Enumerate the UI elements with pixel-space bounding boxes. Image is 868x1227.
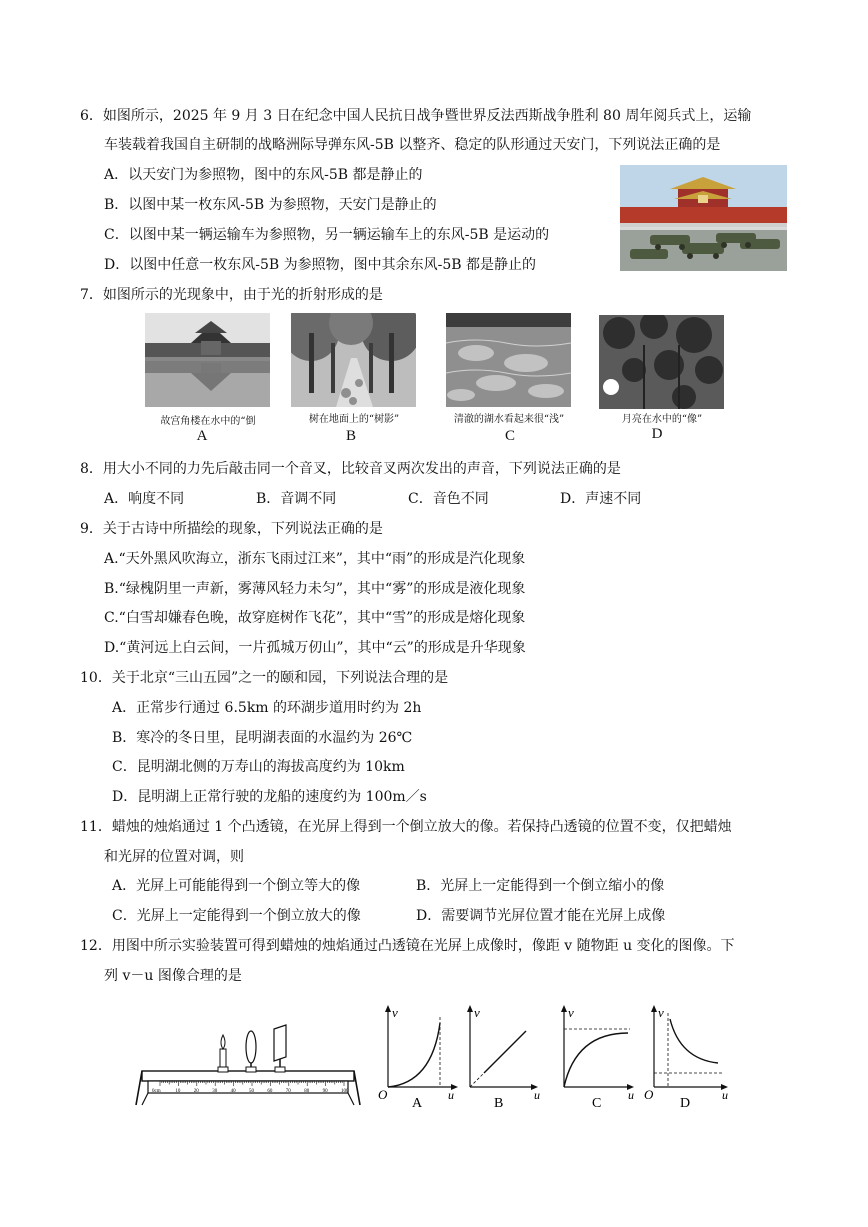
bench-leg-right <box>354 1071 360 1105</box>
ruler-tick-label: 40 <box>230 1089 236 1094</box>
q10-option-a: A．正常步行通过 6.5km 的环湖步道用时约为 2h <box>112 700 422 716</box>
q8-option-a: A．响度不同 <box>104 491 185 507</box>
q9-stem: 9．关于古诗中所描绘的现象，下列说法正确的是 <box>80 521 383 537</box>
q11-stem-line1: 11．蜡烛的烛焰通过 1 个凸透镜，在光屏上得到一个倒立放大的像。若保持凸透镜的位置不变，仅把蜡烛 <box>80 819 732 835</box>
q12-stem-line1: 12．用图中所示实验装置可得到蜡烛的烛焰通过凸透镜在光屏上成像时，像距 v 随物距 u 变化的图像。下 <box>80 938 735 954</box>
bench-leg-left <box>136 1071 142 1105</box>
q11-option-d: D．需要调节光屏位置才能在光屏上成像 <box>416 908 666 924</box>
q11-stem-line2: 和光屏的位置对调，则 <box>104 849 244 865</box>
q8-stem: 8．用大小不同的力先后敲击同一个音叉，比较音叉两次发出的声音，下列说法正确的是 <box>80 461 621 477</box>
q6-option-d: D．以图中任意一枚东风-5B 为参照物，图中其余东风-5B 都是静止的 <box>104 257 536 273</box>
graph-b-letter: B <box>494 1096 504 1108</box>
graph-a-u-label: u <box>448 1088 454 1102</box>
graph-c-v-label: v <box>568 1005 574 1020</box>
q7-image-b-tree-shadow <box>291 313 416 407</box>
ruler-tick-label: 30 <box>212 1089 218 1094</box>
q8-option-b: B．音调不同 <box>256 491 337 507</box>
vu-graph-b <box>458 1003 558 1108</box>
graph-d-letter: D <box>680 1096 691 1108</box>
graph-d-u-label: u <box>722 1088 728 1102</box>
q11-option-a: A．光屏上可能能得到一个倒立等大的像 <box>112 878 361 894</box>
vu-graph-c <box>548 1003 648 1108</box>
q6-option-c: C．以图中某一辆运输车为参照物，另一辆运输车上的东风-5B 是运动的 <box>104 227 550 243</box>
convex-lens <box>246 1031 256 1063</box>
ruler-tick-label: 100 <box>341 1089 349 1094</box>
q11-option-b: B．光屏上一定能得到一个倒立缩小的像 <box>416 878 665 894</box>
q9-option-b: B.“绿槐阴里一声新，雾薄风轻力未匀”，其中“雾”的形成是液化现象 <box>104 581 526 597</box>
vu-graph-d <box>640 1003 740 1108</box>
q7-image-a-corner-tower <box>145 313 270 407</box>
q6-option-a: A．以天安门为参照物，图中的东风-5B 都是静止的 <box>104 167 423 183</box>
q12-stem-line2: 列 v－u 图像合理的是 <box>104 968 242 984</box>
graph-c-letter: C <box>592 1096 602 1108</box>
ruler-tick-label: 70 <box>285 1089 291 1094</box>
q7-caption-c: 清澈的湖水看起来很“浅” <box>453 414 565 425</box>
candle-flame-icon <box>221 1035 225 1049</box>
ruler-tick-label: 90 <box>322 1089 328 1094</box>
light-screen <box>274 1025 286 1061</box>
q6-stem-line1: 6．如图所示，2025 年 9 月 3 日在纪念中国人民抗日战争暨世界反法西斯战争胜利 80 周年阅兵式上，运输 <box>80 108 752 124</box>
q7-letter-a: A <box>196 428 208 444</box>
graph-c-u-label: u <box>628 1088 634 1102</box>
q7-caption-d: 月亮在水中的“像” <box>621 414 703 425</box>
graph-d-origin-label: O <box>644 1087 654 1102</box>
q9-option-c: C.“白雪却嫌春色晚，故穿庭树作飞花”，其中“雪”的形成是熔化现象 <box>104 610 526 626</box>
ruler-tick-label: 10 <box>175 1089 181 1094</box>
q6-option-b: B．以图中某一枚东风-5B 为参照物，天安门是静止的 <box>104 197 437 213</box>
ruler-tick-label: 50 <box>249 1089 254 1094</box>
graph-b-v-label: v <box>474 1005 480 1020</box>
q6-stem-line2: 车装载着我国自主研制的战略洲际导弹东风-5B 以整齐、稳定的队形通过天安门，下列说法正确的是 <box>104 137 721 153</box>
ruler-tick-label: 60 <box>267 1089 273 1094</box>
q11-option-c: C．光屏上一定能得到一个倒立放大的像 <box>112 908 361 924</box>
q9-option-a: A.“天外黑风吹海立，浙东飞雨过江来”，其中“雨”的形成是汽化现象 <box>104 551 526 567</box>
graph-b-u-label: u <box>534 1088 540 1102</box>
q7-image-d-moon-reflection <box>599 315 724 409</box>
q9-option-d: D.“黄河远上白云间，一片孤城万仞山”，其中“云”的形成是升华现象 <box>104 640 526 656</box>
graph-a-v-label: v <box>392 1005 398 1020</box>
q7-caption-a: 故宫角楼在水中的“倒 <box>160 416 256 427</box>
q7-letter-b: B <box>345 428 356 444</box>
q10-stem: 10．关于北京“三山五园”之一的颐和园，下列说法合理的是 <box>80 670 449 686</box>
graph-a-letter: A <box>412 1096 423 1108</box>
optical-bench-diagram <box>134 1015 364 1110</box>
graph-a-origin-label: O <box>378 1087 388 1102</box>
q7-stem: 7．如图所示的光现象中，由于光的折射形成的是 <box>80 287 383 303</box>
q7-caption-b: 树在地面上的“树影” <box>308 414 400 425</box>
q7-image-c-clear-lake <box>446 313 571 407</box>
q10-option-b: B．寒冷的冬日里，昆明湖表面的水温约为 26℃ <box>112 730 413 746</box>
q8-option-c: C．音色不同 <box>408 491 489 507</box>
candle-body <box>220 1049 226 1067</box>
ruler-tick-label: 20 <box>193 1089 199 1094</box>
q7-letter-d: D <box>651 426 663 442</box>
q10-option-d: D．昆明湖上正常行驶的龙船的速度约为 100m／s <box>112 789 427 805</box>
ruler-unit-label: 0cm <box>152 1089 161 1094</box>
q7-letter-c: C <box>504 428 515 444</box>
q8-option-d: D．声速不同 <box>560 491 642 507</box>
q10-option-c: C．昆明湖北侧的万寿山的海拔高度约为 10km <box>112 759 405 775</box>
ruler-tick-label: 80 <box>304 1089 310 1094</box>
parade-photo <box>620 165 787 271</box>
graph-d-v-label: v <box>658 1005 664 1020</box>
